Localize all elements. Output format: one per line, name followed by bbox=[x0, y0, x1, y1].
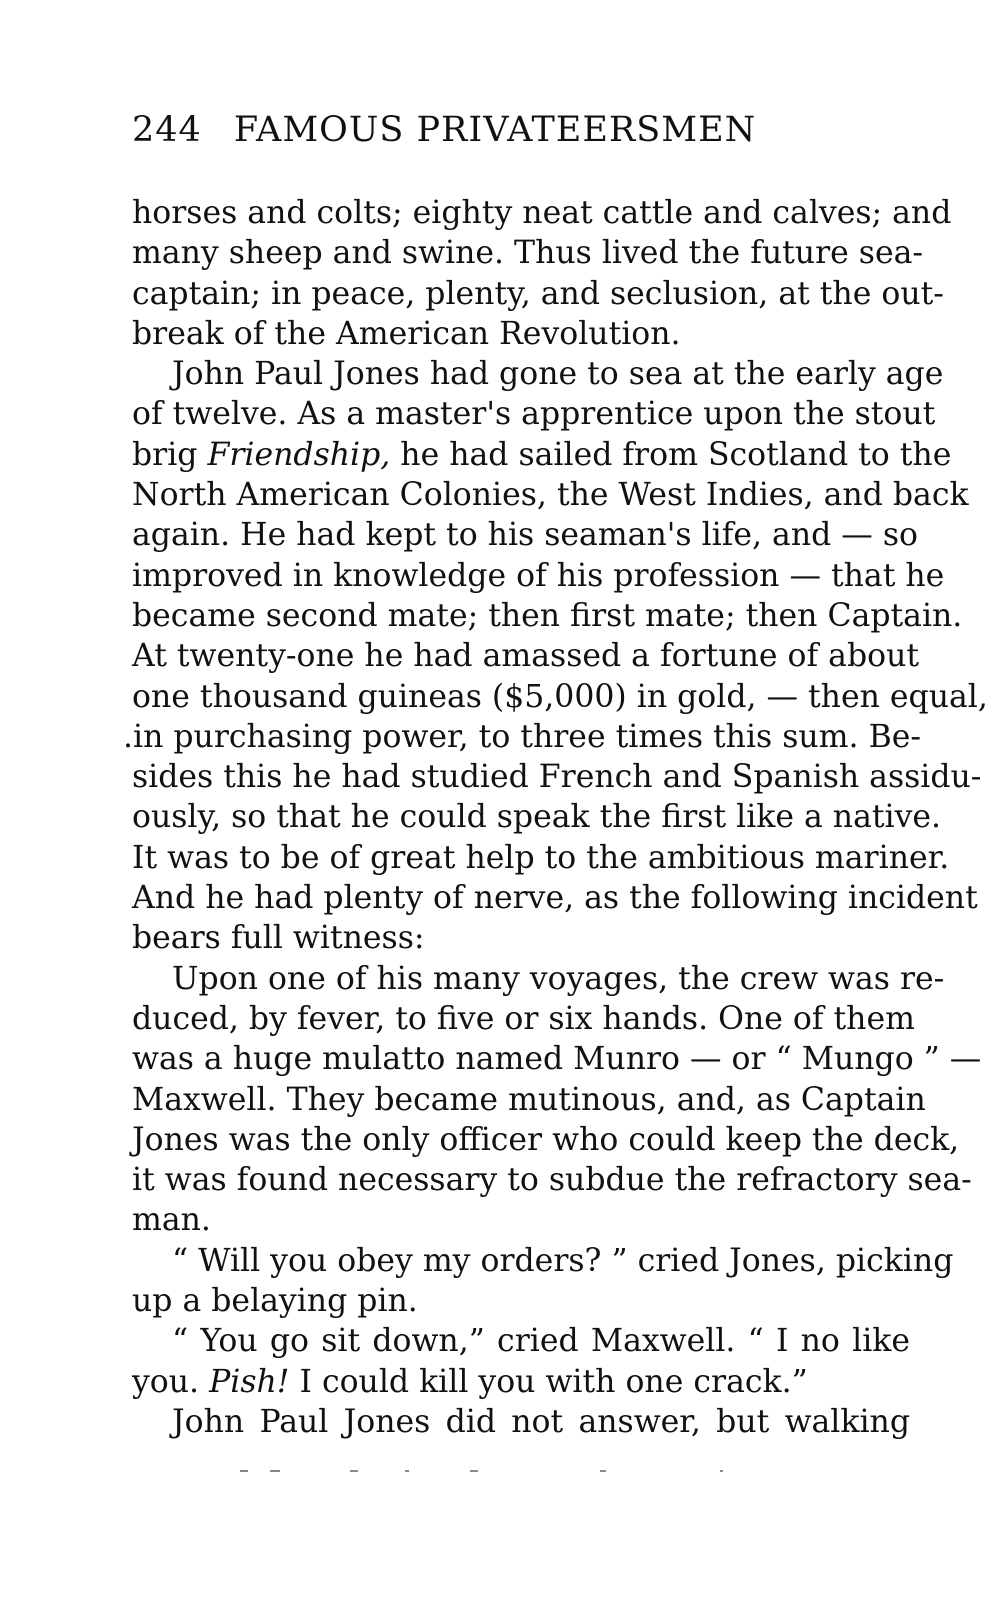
text-line: was a huge mulatto named Munro — or “ Mungo ” — bbox=[132, 1041, 982, 1078]
text-line: ously, so that he could speak the first like a native. bbox=[132, 799, 942, 836]
text-line bbox=[132, 1362, 910, 1402]
text-line: captain; in peace, plenty, and seclusion, at the out- bbox=[132, 275, 944, 312]
ship-name: Friendship, bbox=[207, 436, 391, 473]
text-line: Jones was the only officer who could keep the deck, bbox=[132, 1121, 960, 1158]
text-fragment bbox=[199, 1364, 209, 1400]
text-line: John Paul Jones did not answer, but walking bbox=[172, 1403, 910, 1440]
running-title: FAMOUS PRIVATEERSMEN bbox=[233, 110, 757, 150]
text-line: It was to be of great help to the ambitious mariner. bbox=[132, 839, 950, 876]
text-line: horses and colts; eighty neat cattle and calves; and bbox=[132, 195, 952, 231]
text-line: At twenty-one he had amassed a fortune of about bbox=[132, 638, 920, 675]
body-text bbox=[123, 193, 988, 1442]
text-line: Maxwell. They became mutinous, and, as Captain bbox=[132, 1081, 926, 1118]
text-line: break of the American Revolution. bbox=[132, 315, 681, 352]
text-line: bears full witness: bbox=[132, 920, 425, 957]
text-line: John Paul Jones had gone to sea at the early age bbox=[172, 356, 944, 393]
text-line: many sheep and swine. Thus lived the future sea- bbox=[132, 235, 924, 272]
text-line: up a belaying pin. bbox=[132, 1283, 418, 1320]
text-line: .in purchasing power, to three times this sum. Be- bbox=[123, 718, 922, 755]
text-line: became second mate; then first mate; then Captain. bbox=[132, 597, 963, 634]
scan-artifact-marks bbox=[230, 1470, 730, 1476]
page-number: 244 bbox=[132, 110, 202, 150]
text-fragment: he had sailed from Scotland to the bbox=[390, 436, 952, 473]
text-line: duced, by fever, to five or six hands. One of them bbox=[132, 1000, 915, 1037]
page-header bbox=[132, 110, 852, 150]
text-fragment: you. bbox=[132, 1363, 200, 1400]
text-line: North American Colonies, the West Indies, and back bbox=[132, 477, 969, 514]
text-fragment: I could kill you with one crack.” bbox=[289, 1363, 808, 1400]
text-line: sides this he had studied French and Spanish assidu- bbox=[132, 759, 982, 796]
text-line: again. He had kept to his seaman's life, and — so bbox=[132, 517, 918, 554]
text-line: “ Will you obey my orders? ” cried Jones, picking bbox=[172, 1242, 954, 1279]
text-line: improved in knowledge of his profession — that he bbox=[132, 557, 945, 594]
text-line: Upon one of his many voyages, the crew was re- bbox=[172, 960, 945, 997]
text-line: it was found necessary to subdue the refractory sea- bbox=[132, 1162, 972, 1199]
text-line: “ You go sit down,” cried Maxwell. “ I no like bbox=[172, 1323, 910, 1360]
text-line: man. bbox=[132, 1202, 211, 1239]
text-line: one thousand guineas ($5,000) in gold, — then equal, bbox=[132, 678, 988, 715]
text-line: And he had plenty of nerve, as the following incident bbox=[132, 880, 978, 917]
text-line bbox=[132, 435, 952, 475]
text-fragment: brig bbox=[132, 436, 208, 473]
exclamation: Pish! bbox=[209, 1363, 290, 1400]
text-line: of twelve. As a master's apprentice upon the stout bbox=[132, 396, 936, 433]
